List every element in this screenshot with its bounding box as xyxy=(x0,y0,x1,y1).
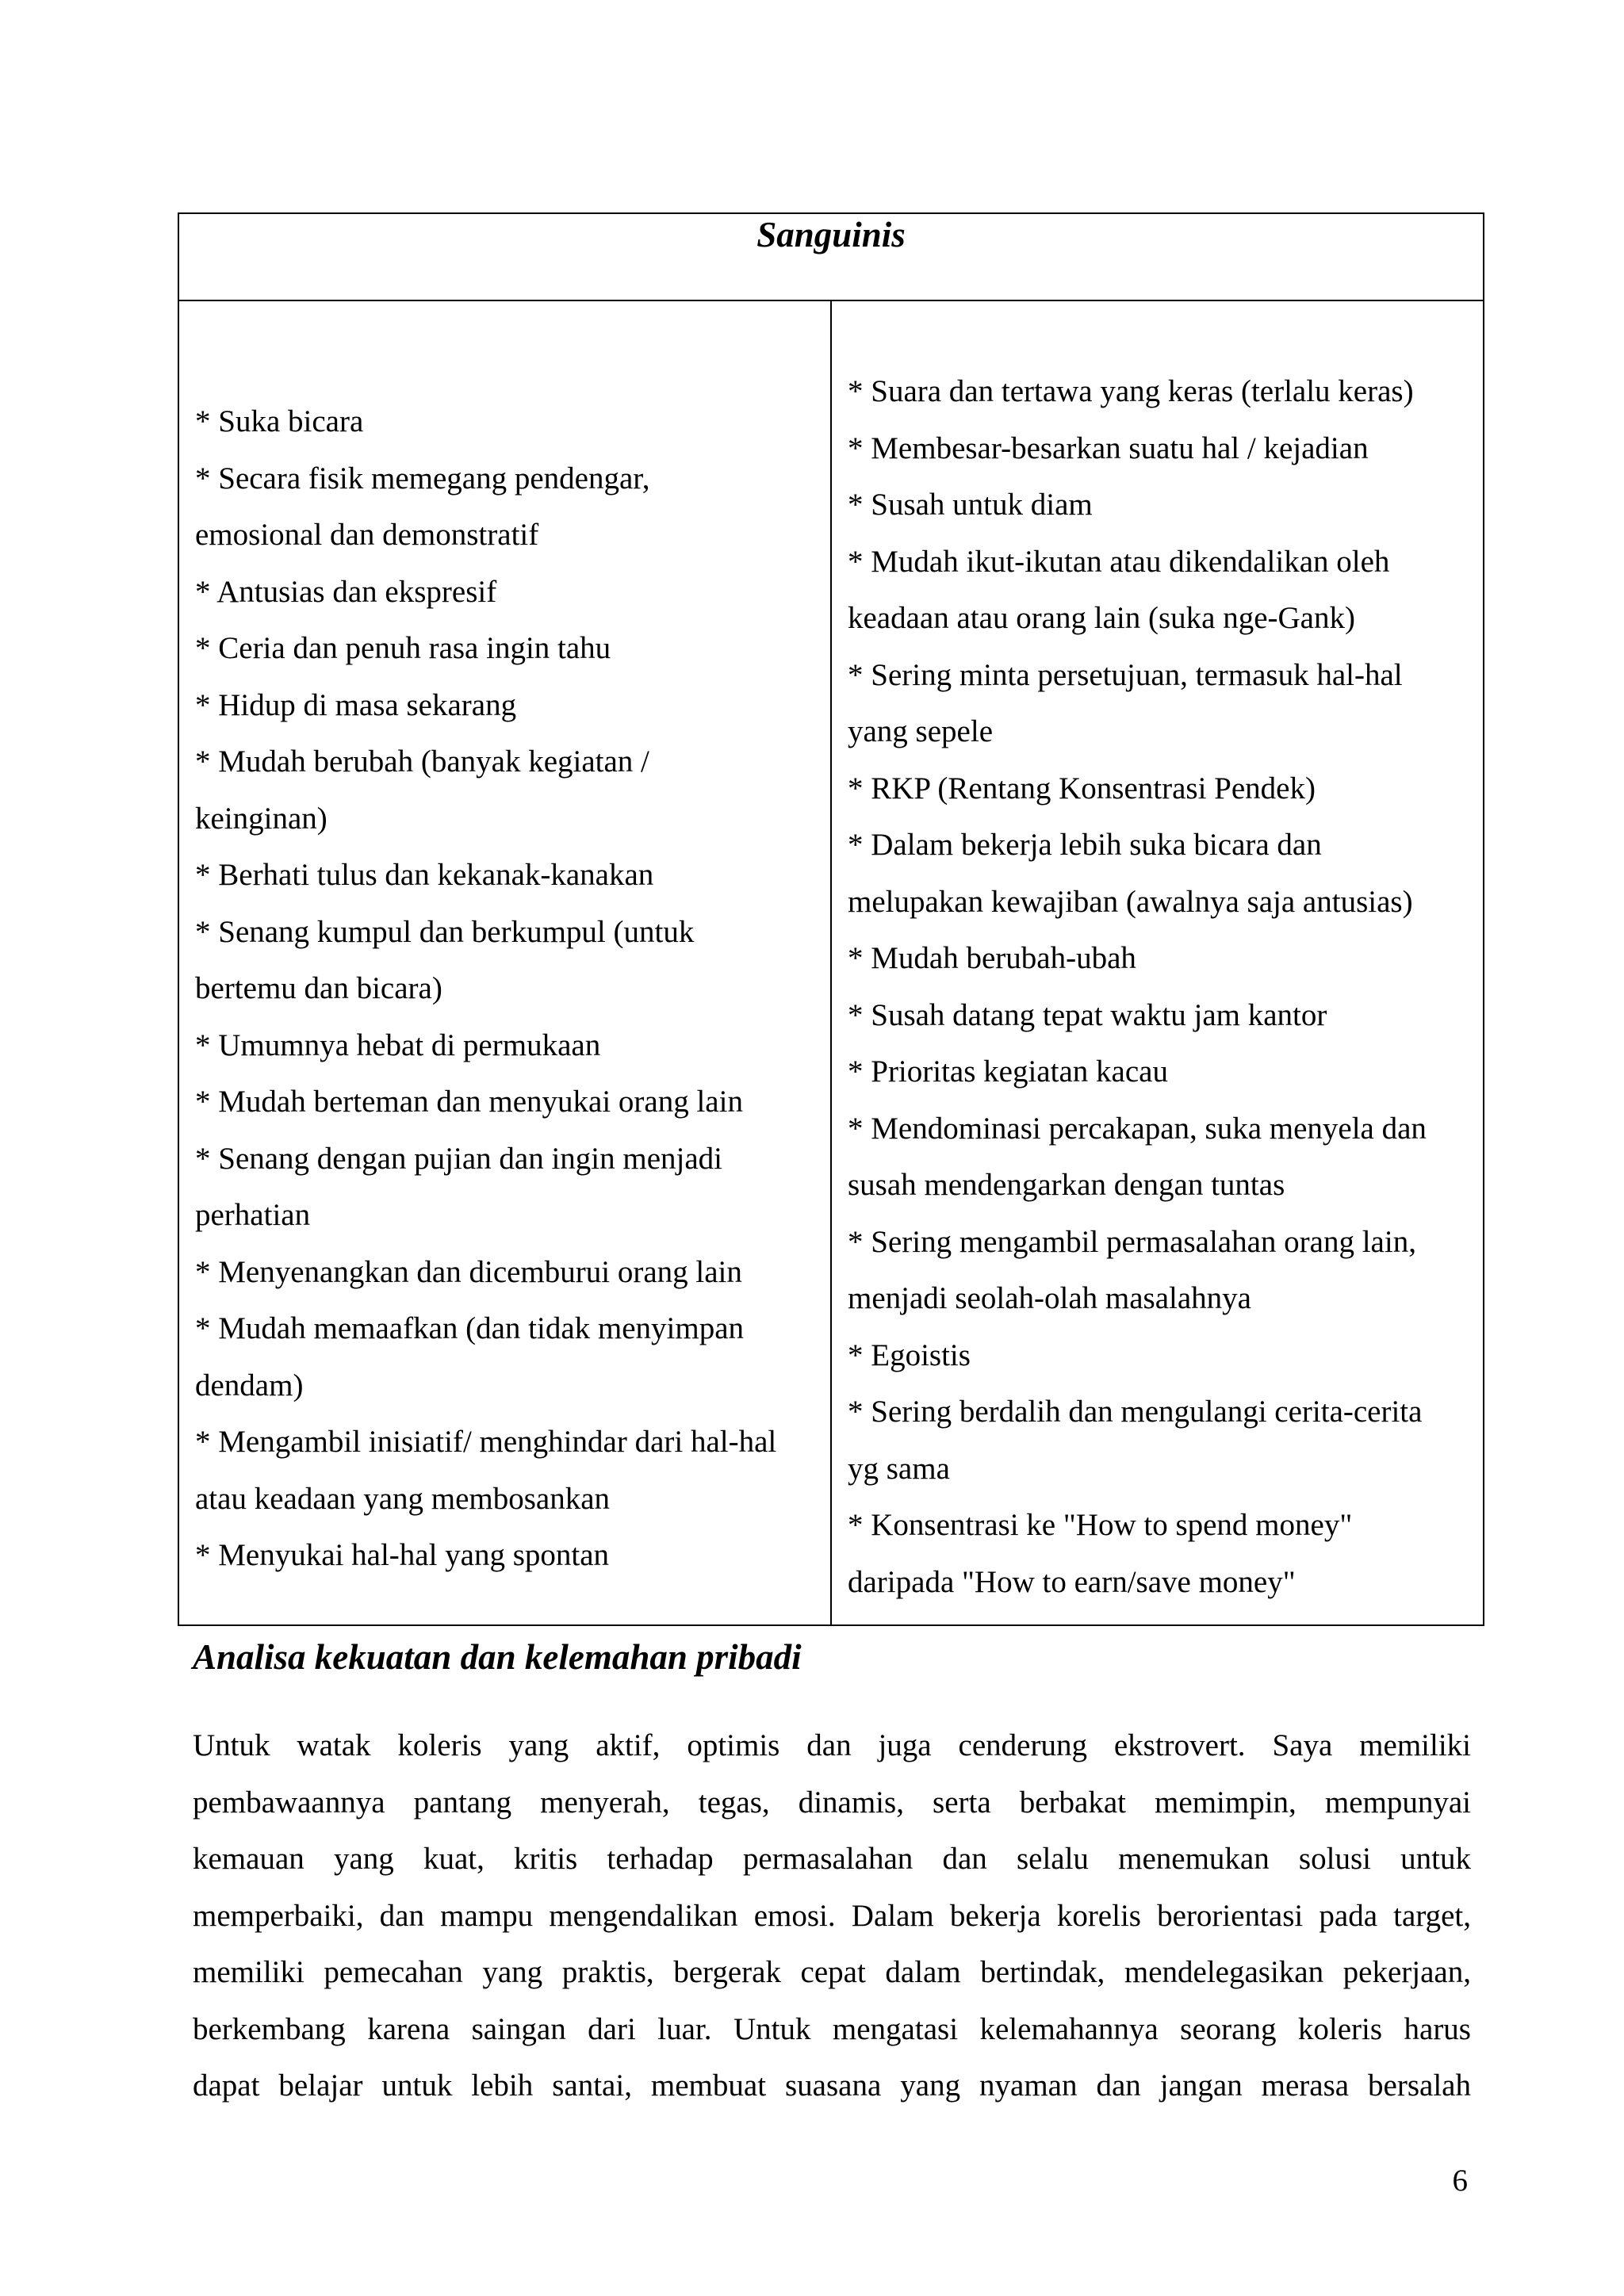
paragraph-line: Untuk watak koleris yang aktif, optimis dan juga cenderung ekstrovert. Saya memiliki xyxy=(193,1728,1471,1762)
weakness-line: * Mudah berubah-ubah xyxy=(848,941,1136,975)
weakness-line: * Suara dan tertawa yang keras (terlalu keras) xyxy=(848,374,1414,408)
paragraph-line: pembawaannya pantang menyerah, tegas, dinamis, serta berbakat memimpin, mempunyai xyxy=(193,1785,1471,1820)
paragraph-line: kemauan yang kuat, kritis terhadap permasalahan dan selalu menemukan solusi untuk xyxy=(193,1842,1471,1876)
strength-line: * Mudah memaafkan (dan tidak menyimpan xyxy=(195,1311,745,1345)
analysis-paragraph xyxy=(193,1717,1471,2114)
weakness-line: * Susah datang tepat waktu jam kantor xyxy=(848,997,1327,1032)
strengths-column xyxy=(178,300,831,1625)
strength-line: * Mudah berteman dan menyukai orang lain xyxy=(195,1085,743,1119)
strength-line: * Ceria dan penuh rasa ingin tahu xyxy=(195,631,611,665)
strength-line: atau keadaan yang membosankan xyxy=(195,1481,611,1516)
strength-line: * Antusias dan ekspresif xyxy=(195,574,497,609)
table-title: Sanguinis xyxy=(178,213,1484,300)
weaknesses-column xyxy=(831,300,1484,1625)
strength-line: emosional dan demonstratif xyxy=(195,518,539,552)
paragraph-line: memperbaiki, dan mampu mengendalikan emosi. Dalam bekerja korelis berorientasi pada target, xyxy=(193,1898,1471,1933)
strength-line: * Umumnya hebat di permukaan xyxy=(195,1027,601,1062)
strength-line: * Suka bicara xyxy=(195,404,364,438)
strength-line: * Hidup di masa sekarang xyxy=(195,687,517,722)
weakness-line: * Susah untuk diam xyxy=(848,488,1093,522)
weakness-line: * Sering berdalih dan mengulangi cerita-cerita xyxy=(848,1395,1423,1429)
weakness-line: yg sama xyxy=(848,1451,950,1486)
weakness-line: * Mudah ikut-ikutan atau dikendalikan oleh xyxy=(848,544,1390,579)
strength-line: perhatian xyxy=(195,1198,311,1232)
weakness-line: menjadi seolah-olah masalahnya xyxy=(848,1281,1251,1315)
weakness-line: * Dalam bekerja lebih suka bicara dan xyxy=(848,828,1322,862)
strength-line: dendam) xyxy=(195,1368,304,1402)
strengths-list xyxy=(179,301,830,1598)
paragraph-line: berkembang karena saingan dari luar. Untuk mengatasi kelemahannya seorang koleris harus xyxy=(193,2011,1471,2046)
strength-line: * Mudah berubah (banyak kegiatan / xyxy=(195,744,649,779)
strength-line: keinginan) xyxy=(195,801,327,836)
weakness-line: * Membesar-besarkan suatu hal / kejadian xyxy=(848,430,1369,465)
weaknesses-list xyxy=(832,301,1483,1624)
strength-line: bertemu dan bicara) xyxy=(195,971,442,1005)
weakness-line: * RKP (Rentang Konsentrasi Pendek) xyxy=(848,771,1316,806)
weakness-line: * Sering minta persetujuan, termasuk hal-hal xyxy=(848,657,1403,692)
weakness-line: keadaan atau orang lain (suka nge-Gank) xyxy=(848,601,1355,635)
strength-line: * Menyukai hal-hal yang spontan xyxy=(195,1538,610,1572)
weakness-line: daripada "How to earn/save money" xyxy=(848,1564,1296,1599)
strength-line: * Berhati tulus dan kekanak-kanakan xyxy=(195,858,654,892)
weakness-line: melupakan kewajiban (awalnya saja antusias) xyxy=(848,884,1413,919)
strength-line: * Mengambil inisiatif/ menghindar dari hal-hal xyxy=(195,1425,777,1459)
strength-line: * Senang dengan pujian dan ingin menjadi xyxy=(195,1141,723,1176)
weakness-line: * Egoistis xyxy=(848,1337,971,1372)
table-header-row xyxy=(178,213,1484,300)
temperament-table xyxy=(178,212,1484,1626)
section-heading: Analisa kekuatan dan kelemahan pribadi xyxy=(193,1637,802,1677)
weakness-line: * Prioritas kegiatan kacau xyxy=(848,1054,1168,1089)
weakness-line: * Mendominasi percakapan, suka menyela dan xyxy=(848,1111,1427,1146)
table-body-row xyxy=(178,300,1484,1625)
strength-line: * Menyenangkan dan dicemburui orang lain xyxy=(195,1254,742,1289)
weakness-line: yang sepele xyxy=(848,714,994,748)
weakness-line: susah mendengarkan dengan tuntas xyxy=(848,1168,1285,1202)
paragraph-line: memiliki pemecahan yang praktis, bergerak cepat dalam bertindak, mendelegasikan pekerjaan, xyxy=(193,1955,1471,1989)
weakness-line: * Konsentrasi ke "How to spend money" xyxy=(848,1508,1353,1542)
strength-line: * Senang kumpul dan berkumpul (untuk xyxy=(195,914,695,949)
weakness-line: * Sering mengambil permasalahan orang lain, xyxy=(848,1224,1416,1259)
paragraph-line: dapat belajar untuk lebih santai, membuat suasana yang nyaman dan jangan merasa bersalah xyxy=(193,2068,1471,2103)
strength-line: * Secara fisik memegang pendengar, xyxy=(195,461,650,496)
page-number: 6 xyxy=(1452,2164,1468,2198)
